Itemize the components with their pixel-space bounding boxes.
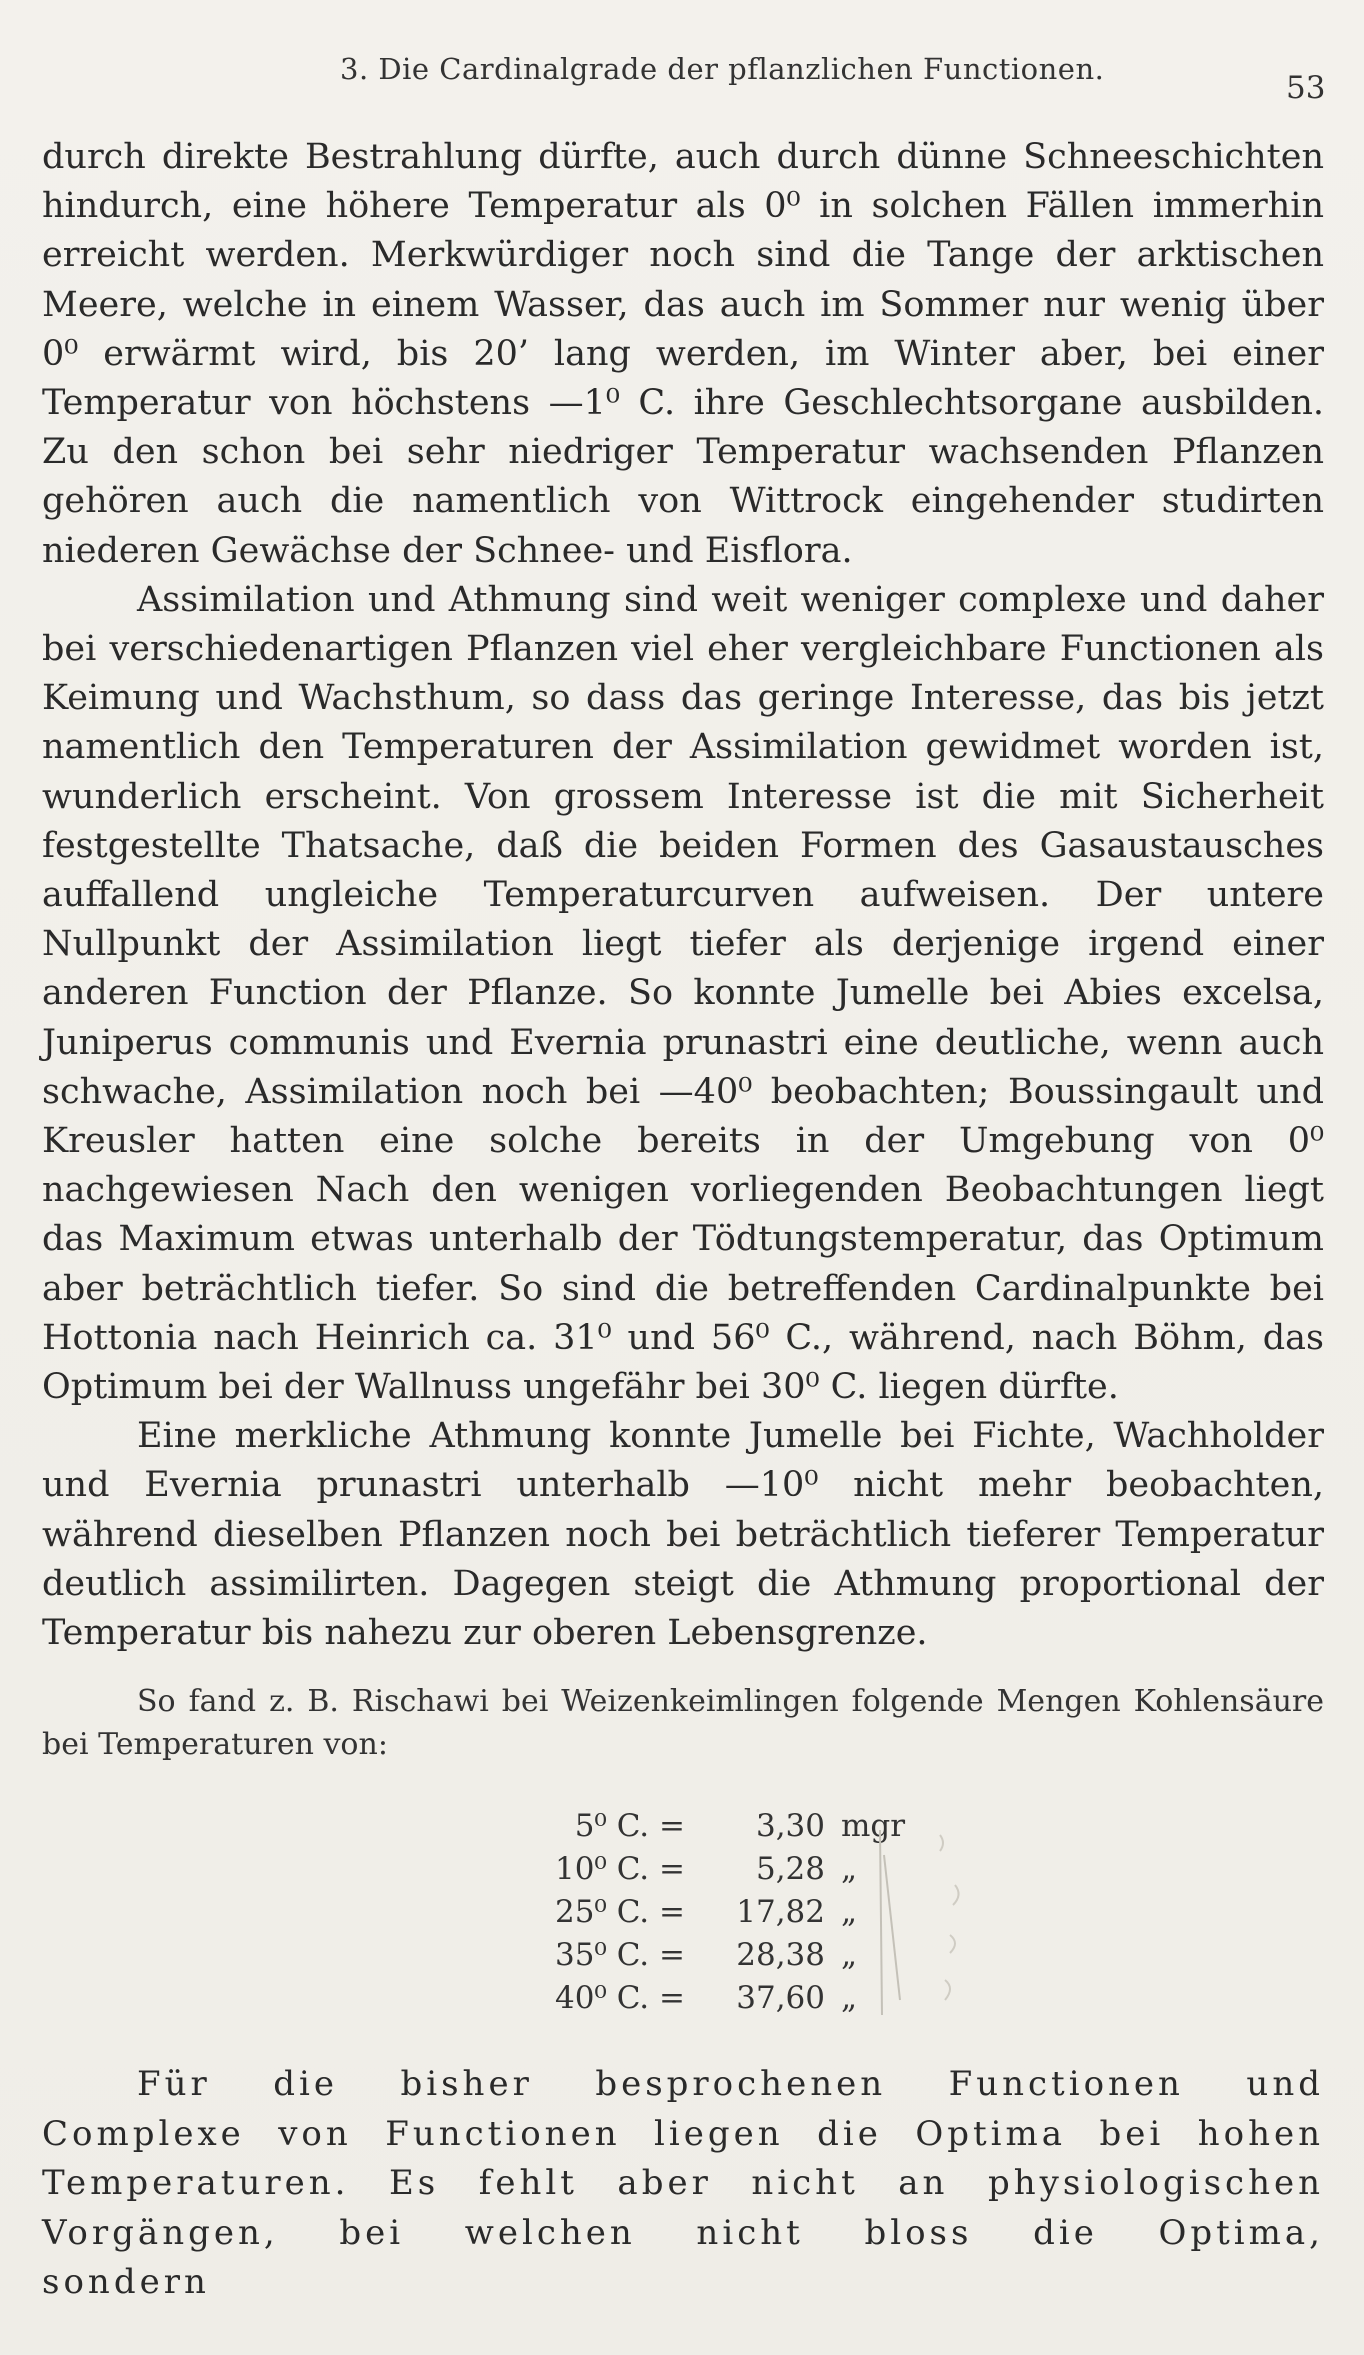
running-header: [0, 52, 1364, 112]
value-cell: 37,60: [736, 1980, 825, 2016]
value-cell: 17,82: [736, 1894, 825, 1930]
closing-paragraph: Für die bisher besprochenen Functionen und Complexe von Functionen liegen die Optima bei hohen Temperaturen. Es fehlt aber nicht an physiologischen Vorgängen, bei welchen nicht bloss die Optima, sondern: [42, 2064, 1324, 2302]
paragraph-3: Eine merkliche Athmung konnte Jumelle bei Fichte, Wachholder und Evernia prunastri unterhalb —10⁰ nicht mehr beobachten, während dieselben Pflanzen noch bei beträchtlich tieferer Temperatur deutlich assimilirten. Dagegen steigt die Athmung proportional der Temperatur bis nahezu zur oberen Lebensgrenze.: [42, 1416, 1324, 1654]
unit-cell: „: [841, 1937, 858, 1973]
table-row: [530, 1805, 905, 1848]
unit-cell: „: [841, 1851, 858, 1887]
temperature-cell: 40⁰ C. =: [554, 1980, 685, 2016]
table-row: [530, 1891, 905, 1934]
main-text: [42, 133, 1324, 1658]
chapter-title: 3. Die Cardinalgrade der pflanzlichen Functionen.: [340, 52, 1105, 86]
unit-cell: „: [841, 1980, 858, 2016]
page-number: 53: [1286, 70, 1326, 106]
table-row: [530, 1934, 905, 1977]
table-intro-text: So fand z. B. Rischawi bei Weizenkeimlingen folgende Mengen Kohlensäure bei Temperaturen von:: [42, 1684, 1324, 1762]
unit-cell: „: [841, 1894, 858, 1930]
temperature-cell: 5⁰ C. =: [574, 1808, 685, 1844]
unit-cell: mgr: [841, 1808, 906, 1844]
value-cell: 28,38: [736, 1937, 825, 1973]
temperature-cell: 35⁰ C. =: [554, 1937, 685, 1973]
value-cell: 3,30: [755, 1808, 825, 1844]
paragraph-1: durch direkte Bestrahlung dürfte, auch durch dünne Schneeschichten hindurch, eine höhere Temperatur als 0⁰ in solchen Fällen immerhin erreicht werden. Merkwürdiger noch sind die Tange der arktischen Meere, welche in einem Wasser, das auch im Sommer nur wenig über 0⁰ erwärmt wird, bis 20’ lang werden, im Winter aber, bei einer Temperatur von höchstens —1⁰ C. ihre Geschlechtsorgane ausbilden. Zu den schon bei sehr niedriger Temperatur wachsenden Pflanzen gehören auch die namentlich von Wittrock eingehender studirten niederen Gewächse der Schnee- und Eisflora.: [42, 137, 1324, 571]
co2-data-table: [530, 1805, 905, 2020]
pencil-marks: [860, 1825, 1060, 2025]
temperature-cell: 10⁰ C. =: [554, 1851, 685, 1887]
paragraph-2: Assimilation und Athmung sind weit weniger complexe und daher bei verschiedenartigen Pflanzen viel eher vergleichbare Functionen als Keimung und Wachsthum, so dass das geringe Interesse, das bis jetzt namentlich den Temperaturen der Assimilation gewidmet worden ist, wunderlich erscheint. Von grossem Interesse ist die mit Sicherheit festgestellte Thatsache, daß die beiden Formen des Gasaustausches auffallend ungleiche Temperaturcurven aufweisen. Der untere Nullpunkt der Assimilation liegt tiefer als derjenige irgend einer anderen Function der Pflanze. So konnte Jumelle bei Abies excelsa, Juniperus communis und Evernia prunastri eine deutliche, wenn auch schwache, Assimilation noch bei —40⁰ beobachten; Boussingault und Kreusler hatten eine solche bereits in der Umgebung von 0⁰ nachgewiesen Nach den wenigen vorliegenden Beobachtungen liegt das Maximum etwas unterhalb der Tödtungstemperatur, das Optimum aber beträchtlich tiefer. So sind die betreffenden Cardinalpunkte bei Hottonia nach Heinrich ca. 31⁰ und 56⁰ C., während, nach Böhm, das Optimum bei der Wallnuss ungefähr bei 30⁰ C. liegen dürfte.: [42, 579, 1324, 1408]
table-row: [530, 1977, 905, 2020]
temperature-cell: 25⁰ C. =: [554, 1894, 685, 1930]
value-cell: 5,28: [755, 1851, 825, 1887]
table-row: [530, 1848, 905, 1891]
